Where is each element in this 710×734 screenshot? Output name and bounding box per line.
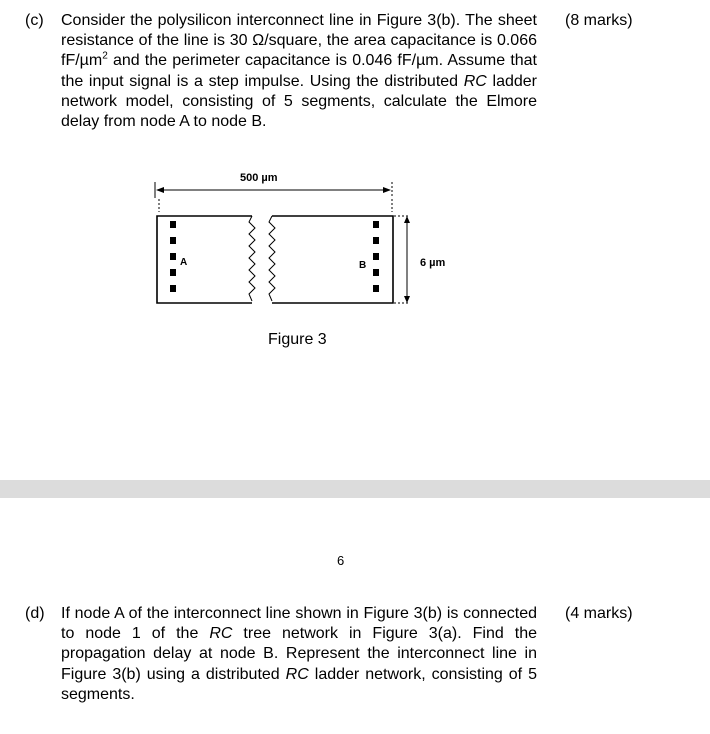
contact-b-1 — [373, 221, 379, 228]
figure-caption: Figure 3 — [268, 331, 327, 348]
question-c-label: (c) — [25, 12, 44, 29]
width-label: 500 µm — [240, 172, 278, 184]
page-number: 6 — [337, 553, 345, 568]
height-label: 6 µm — [420, 257, 446, 269]
question-c-italic: RC — [463, 72, 487, 90]
question-d-text — [61, 604, 537, 705]
contact-a-4 — [170, 269, 176, 276]
contact-a-1 — [170, 221, 176, 228]
break-line-left — [249, 216, 255, 301]
question-c-marks: (8 marks) — [565, 12, 633, 29]
contact-a-3 — [170, 253, 176, 260]
question-c-text-part1: Consider the polysilicon interconnect line in Figure 3(b). The sheet resistance of the line is 30 Ω/square, the area capacitance is 0.066 fF/µm — [61, 12, 537, 70]
node-a-label: A — [180, 257, 188, 268]
question-d-text-part2: tree network in Figure 3(a). Find the propagation delay at node B. Represent the interconnect line in Figure 3(b) using a distributed — [61, 625, 537, 683]
contact-a-5 — [170, 285, 176, 292]
node-b-label: B — [359, 260, 367, 271]
question-d-marks: (4 marks) — [565, 605, 633, 622]
question-c-text-part3: ladder network model, consisting of 5 segments, calculate the Elmore delay from node A to node B. — [61, 72, 538, 131]
width-arrow-left — [156, 187, 164, 193]
contact-b-3 — [373, 253, 379, 260]
width-arrow-right — [383, 187, 391, 193]
contact-b-2 — [373, 237, 379, 244]
question-d-text-part1: If node A of the interconnect line shown in Figure 3(b) is connected to node 1 of the — [61, 605, 537, 643]
height-arrow-top — [404, 216, 410, 223]
question-c-superscript: 2 — [102, 51, 108, 63]
question-d-label: (d) — [25, 605, 45, 622]
question-d-text-part3: ladder network, consisting of 5 segments. — [61, 665, 538, 703]
contact-b-5 — [373, 285, 379, 292]
contact-b-4 — [373, 269, 379, 276]
page-separator — [0, 480, 710, 498]
question-d-italic-1: RC — [209, 625, 233, 643]
question-c-text-part2: and the perimeter capacitance is 0.046 fF/µm. Assume that the input signal is a step impulse. Using the distributed — [61, 52, 537, 90]
height-arrow-bottom — [404, 296, 410, 303]
question-d-italic-2: RC — [285, 665, 309, 683]
contact-a-2 — [170, 237, 176, 244]
break-line-right — [269, 216, 275, 301]
